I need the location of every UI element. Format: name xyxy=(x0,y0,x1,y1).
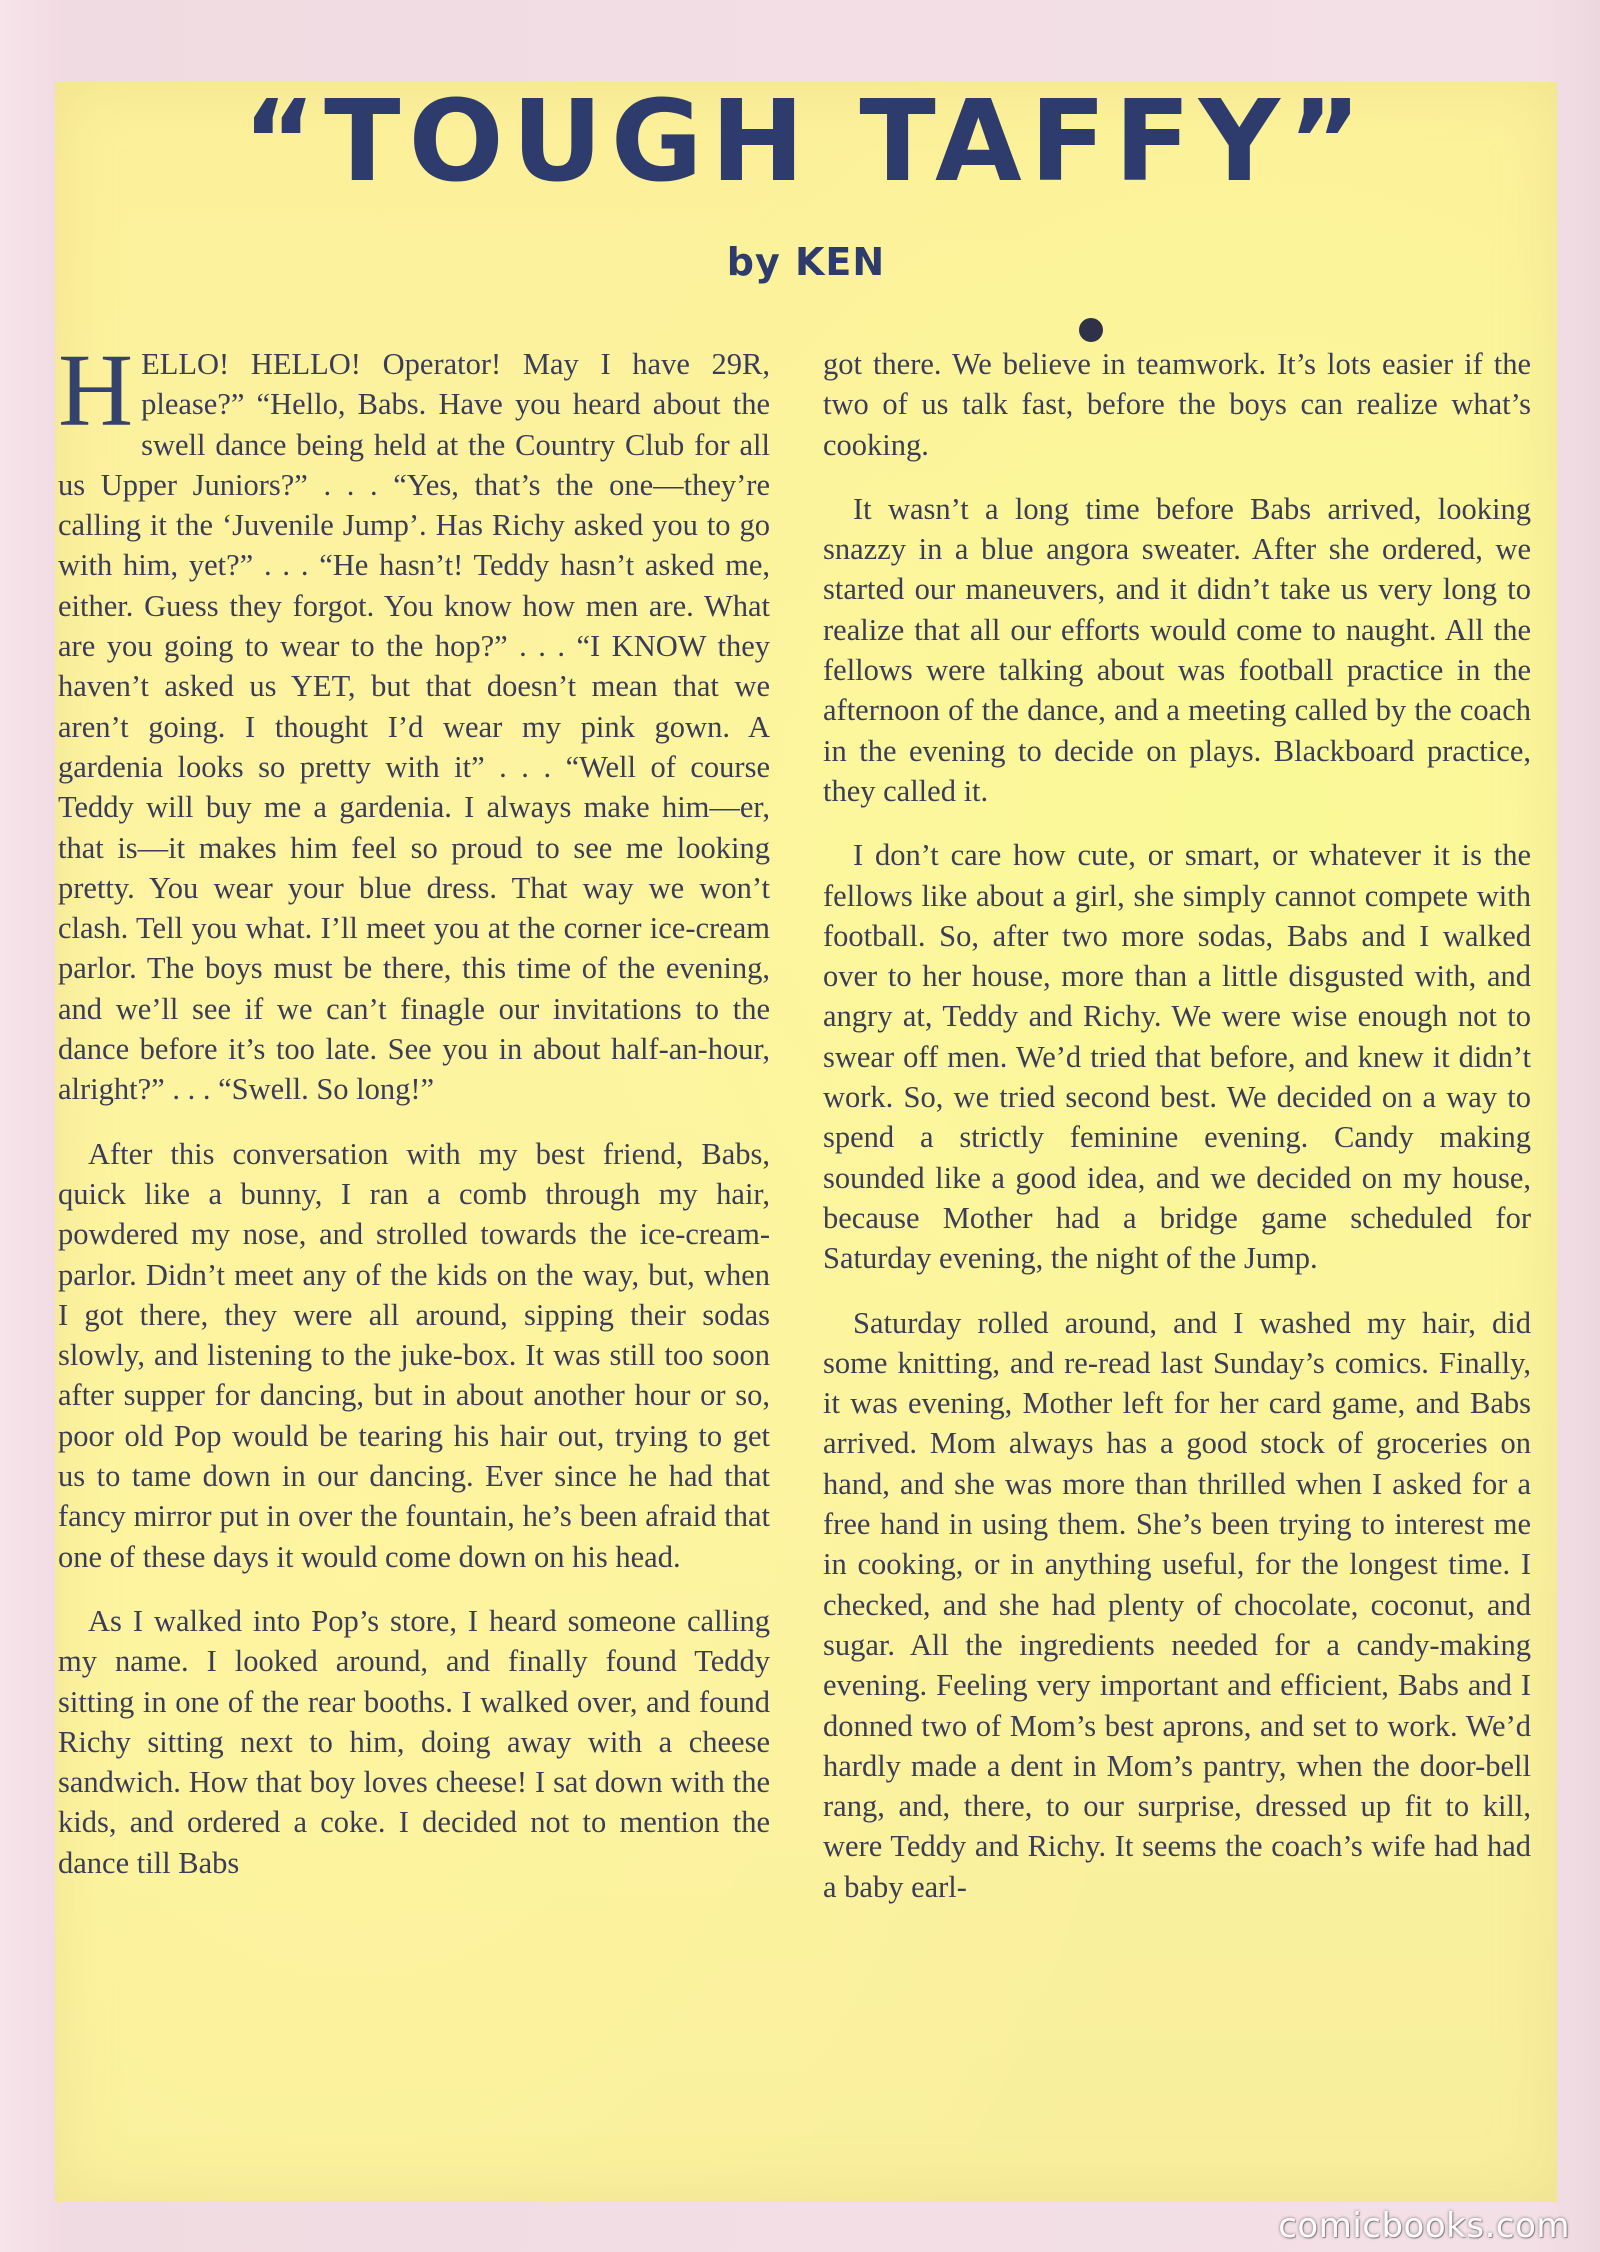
drop-cap: H xyxy=(58,333,134,448)
paragraph-6: I don’t care how cute, or smart, or whatever it is the fellows like about a girl, she simply cannot compete with football. So, after two more sodas, Babs and I walked over to her house, more than a little disgusted with, and angry at, Teddy and Richy. We were wise enough not to swear off men. We’d tried that before, and knew it didn’t work. So, we tried second best. We decided on a way to spend a strictly feminine evening. Candy making sounded like a good idea, and we decided on my house, because Mother had a bridge game scheduled for Saturday evening, the night of the Jump. xyxy=(823,838,1531,1276)
right-column xyxy=(823,344,1531,1931)
ink-spot-mark xyxy=(1079,318,1103,342)
paragraph-1-text: ELLO! HELLO! Operator! May I have 29R, please?” “Hello, Babs. Have you heard about the swell dance being held at the Country Club for all us Upper Juniors?” . . . “Yes, that’s the one—they’re calling it the ‘Juvenile Jump’. Has Richy asked you to go with him, yet?” . . . “He hasn’t! Teddy hasn’t asked me, either. Guess they forgot. You know how men are. What are you going to wear to the hop?” . . . “I KNOW they haven’t asked us YET, but that doesn’t mean that we aren’t going. I thought I’d wear my pink gown. A gardenia looks so pretty with it” . . . “Well of course Teddy will buy me a gardenia. I always make him—er, that is—it makes him feel so proud to see me looking pretty. You wear your blue dress. That way we won’t clash. Tell you what. I’ll meet you at the corner ice-cream parlor. The boys must be there, this time of the evening, and we’ll see if we can’t finagle our invitations to the dance before it’s too late. See you in about half-an-hour, alright?” . . . “Swell. So long!” xyxy=(58,347,770,1107)
paragraph-4: got there. We believe in teamwork. It’s lots easier if the two of us talk fast, before the boys can realize what’s cooking. xyxy=(823,347,1531,462)
paragraph-2: After this conversation with my best friend, Babs, quick like a bunny, I ran a comb through my hair, powdered my nose, and strolled towards the ice-cream-parlor. Didn’t meet any of the kids on the way, but, when I got there, they were all around, sipping their sodas slowly, and listening to the juke-box. It was still too soon after supper for dancing, but in about another hour or so, poor old Pop would be tearing his hair out, trying to get us to tame down in our dancing. Ever since he had that fancy mirror put in over the fountain, he’s been afraid that one of these days it would come down on his head. xyxy=(58,1136,770,1574)
paragraph-7: Saturday rolled around, and I washed my hair, did some knitting, and re-read last Sunday’s comics. Finally, it was evening, Mother left for her card game, and Babs arrived. Mom always has a good stock of groceries on hand, and she was more than thrilled when I asked for a free hand in using them. She’s been trying to interest me in cooking, or in anything useful, for the longest time. I checked, and she had plenty of chocolate, coconut, and sugar. All the ingredients needed for a candy-making evening. Feeling very important and efficient, Babs and I donned two of Mom’s best aprons, and set to work. We’d hardly made a dent in Mom’s pantry, when the door-bell rang, and, there, to our surprise, dressed up fit to kill, were Teddy and Richy. It seems the coach’s wife had had a baby earl- xyxy=(823,1305,1531,1904)
site-watermark: comicbooks.com xyxy=(1278,2206,1570,2246)
left-column xyxy=(58,333,770,1907)
paragraph-5: It wasn’t a long time before Babs arrived, looking snazzy in a blue angora sweater. After she ordered, we started our maneuvers, and it didn’t take us very long to realize that all our efforts would come to naught. All the fellows were talking about was football practice in the afternoon of the dance, and a meeting called by the coach in the evening to decide on plays. Blackboard practice, they called it. xyxy=(823,491,1531,808)
story-byline: by KEN xyxy=(726,240,886,284)
story-title: “TOUGH TAFFY” xyxy=(242,77,1370,207)
story-page xyxy=(55,77,1557,2202)
paragraph-1 xyxy=(58,333,770,1110)
paragraph-3: As I walked into Pop’s store, I heard someone calling my name. I looked around, and finally found Teddy sitting in one of the rear booths. I walked over, and found Richy sitting next to him, doing away with a cheese sandwich. How that boy loves cheese! I sat down with the kids, and ordered a coke. I decided not to mention the dance till Babs xyxy=(58,1603,770,1880)
